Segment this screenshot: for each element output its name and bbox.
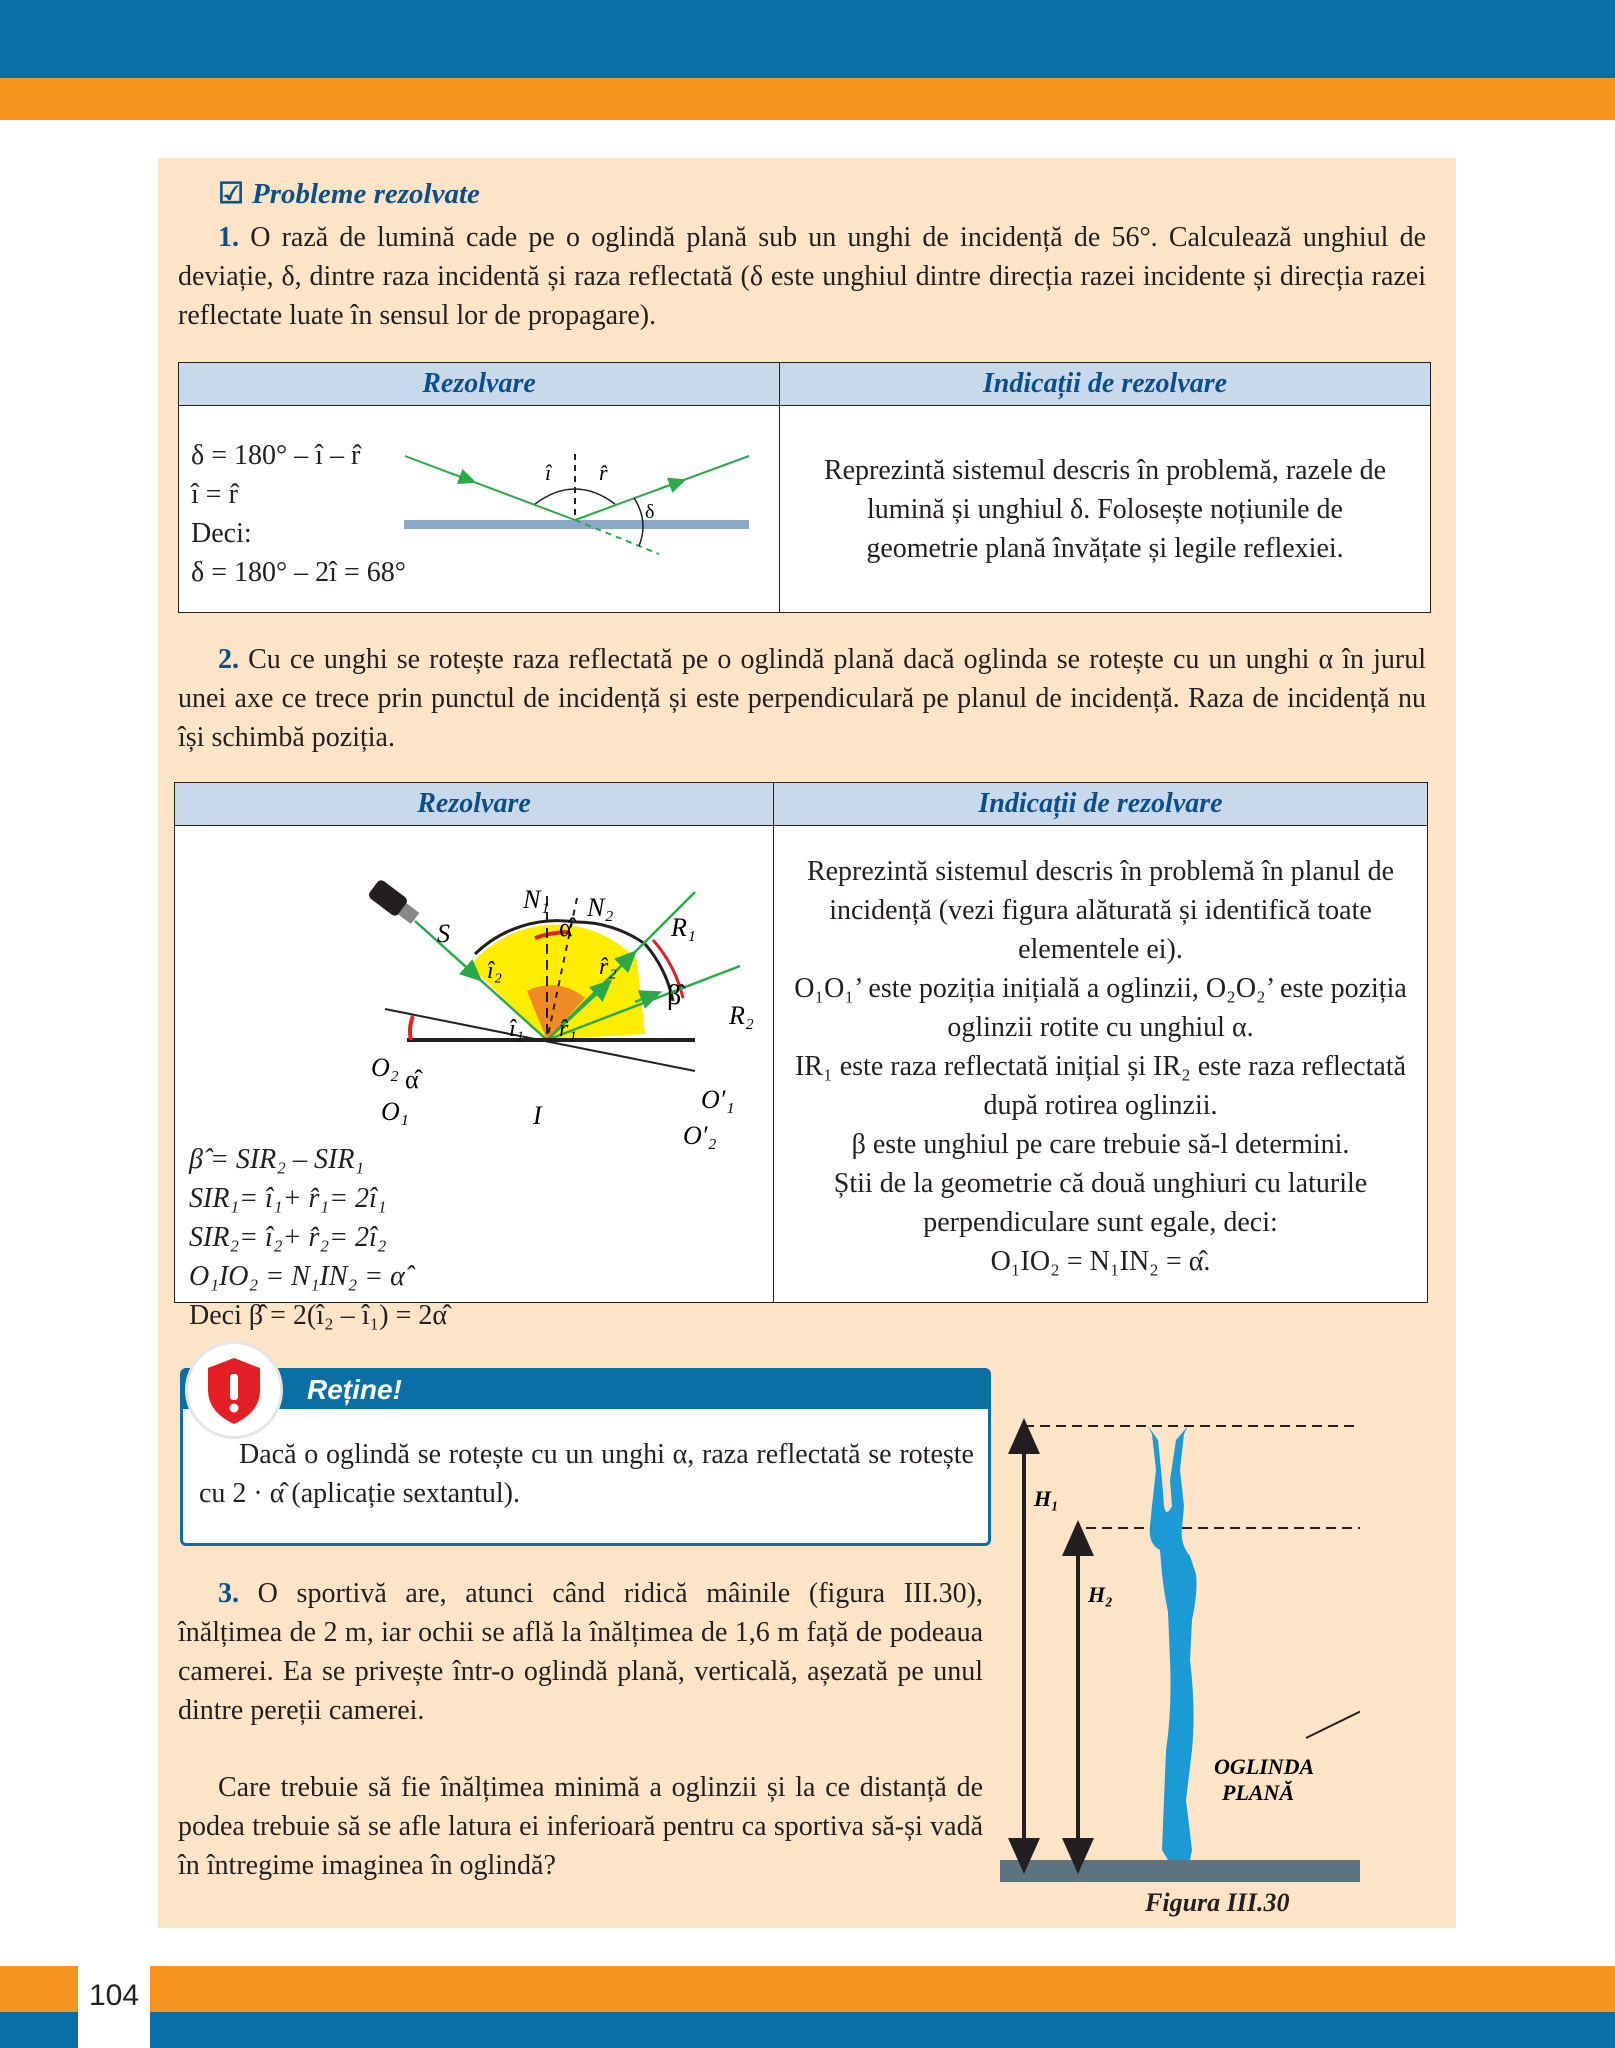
- arc-alpha-bottom: [410, 1016, 413, 1040]
- label-i: î: [545, 460, 552, 485]
- problem2-number: 2.: [218, 644, 239, 675]
- mirror-label-arrow: [1306, 1694, 1360, 1738]
- bottom-band-orange: [0, 1966, 1615, 2012]
- floor: [1000, 1860, 1360, 1882]
- retine-title: Reține!: [183, 1371, 988, 1409]
- label-r: r̂: [599, 460, 608, 485]
- label-h1: H₁: [1034, 1486, 1059, 1511]
- top-band-orange: [0, 78, 1615, 120]
- p1-eq2: î = r̂: [191, 479, 238, 510]
- label-N2: N₂: [587, 893, 614, 922]
- label-R1: R₁: [671, 913, 696, 942]
- mirror-label-line1: OGLINDA: [1214, 1754, 1315, 1779]
- p2-eq3: SIR₂= î₂+ r̂₂= 2î₂: [189, 1222, 387, 1253]
- label-O1prime: O′₁: [701, 1085, 735, 1114]
- problem1-header-right: Indicații de rezolvare: [780, 363, 1430, 405]
- problem2-header-right: Indicații de rezolvare: [774, 783, 1427, 825]
- label-beta: β̂: [667, 980, 682, 1011]
- problem1-number: 1.: [218, 222, 239, 253]
- problem3-text2: Care trebuie să fie înălțimea minimă a oglinzii și la ce distanță de podea trebuie să se afle latura ei inferioară pentru ca sportiva să-și vadă în întregime imaginea în oglindă?: [178, 1772, 983, 1881]
- retine-text: Dacă o oglindă se rotește cu un unghi α, raza reflectată se rotește cu 2 · α̂ (aplicație sextantul).: [199, 1439, 974, 1509]
- page-number: 104: [78, 1966, 150, 2048]
- problem3-number: 3.: [218, 1578, 239, 1609]
- section-title: Probleme rezolvate: [252, 178, 480, 210]
- label-S: S: [437, 919, 450, 948]
- label-i1: î₁: [509, 1016, 525, 1042]
- p2-eq1: β̂ = SIR₂ – SIR₁: [189, 1144, 365, 1175]
- problem2-table: [174, 782, 1428, 1331]
- top-band-blue: [0, 0, 1615, 78]
- athlete-silhouette: [1148, 1426, 1197, 1860]
- hint-line-6: O₁IO₂ = N₁IN₂ = α̂.: [990, 1246, 1211, 1277]
- hint-line-5: Știi de la geometrie că două unghiuri cu laturile perpendiculare sunt egale, deci:: [833, 1168, 1368, 1238]
- problem1-table: [178, 362, 1431, 613]
- figure-iii30: [1000, 1330, 1360, 1890]
- label-R2: R₂: [729, 1001, 754, 1030]
- label-h2: H₂: [1088, 1582, 1113, 1607]
- problem3-text1: [178, 1574, 983, 1730]
- p2-eq5: Deci β̂ = 2(î₂ – î₁) = 2α̂: [189, 1300, 448, 1331]
- hint-line-3: IR₁ este raza reflectată inițial și IR₂ este raza reflectată după rotirea oglinzii.: [794, 1051, 1407, 1121]
- problem2-header-left: Rezolvare: [175, 783, 773, 825]
- label-delta: δ: [645, 501, 655, 523]
- problem1-hint: Reprezintă sistemul descris în problemă, razele de lumină și unghiul δ. Folosește noțiunile de geometrie plană învățate și legile reflexiei.: [823, 454, 1387, 564]
- problem1-text: [178, 218, 1426, 335]
- checkbox-icon: ☑: [218, 178, 244, 210]
- p2-eq2: SIR₁= î₁+ r̂₁= 2î₁: [189, 1183, 387, 1214]
- problem3-body1: O sportivă are, atunci când ridică mâinile (figura III.30), înălțimea de 2 m, iar ochii se află la înălțimea de 1,6 m față de podeaua camerei. Ea se privește într-o oglindă plană, verticală, așezată pe unul dintre pereții camerei.: [178, 1578, 984, 1726]
- retine-box: [180, 1368, 991, 1546]
- problem2-text: [178, 640, 1426, 757]
- label-alpha: α̂: [405, 1065, 419, 1094]
- warning-shield-icon: [188, 1344, 280, 1436]
- reflection-diagram-1: [179, 406, 779, 612]
- p1-eq3: Deci:: [191, 518, 252, 549]
- label-N1: N₁: [523, 885, 550, 914]
- label-O2: O₂: [371, 1053, 399, 1082]
- p2-eq4: O₁IO₂ = N₁IN₂ = α̂: [189, 1261, 405, 1292]
- p1-eq4: δ = 180° – 2î = 68°: [191, 557, 406, 588]
- label-alpha-top: α̂: [559, 913, 573, 942]
- problem2-body: Cu ce unghi se rotește raza reflectată pe o oglindă plană dacă oglinda se rotește cu un unghi α în jurul unei axe ce trece prin punctul de incidență și este perpendiculară pe planul de incidență. Raza de incidență nu își schimbă poziția.: [178, 644, 1426, 753]
- bottom-band-blue: [0, 2012, 1615, 2048]
- hint-line-1: Reprezintă sistemul descris în problemă în planul de incidență (vezi figura alăturată și identifică toate elementele ei).: [806, 856, 1395, 965]
- label-r1: r̂₁: [559, 1016, 577, 1042]
- problem2-hint: [774, 826, 1427, 1281]
- mirror-label-line2: PLANĂ: [1222, 1780, 1295, 1805]
- label-I: I: [533, 1101, 542, 1130]
- hint-line-4: β este unghiul pe care trebuie să-l determini.: [851, 1129, 1350, 1160]
- p1-eq1: δ = 180° – î – r̂: [191, 440, 361, 471]
- flashlight-icon: [367, 878, 422, 927]
- label-i2: î₂: [487, 958, 503, 984]
- problem1-header-left: Rezolvare: [179, 363, 779, 405]
- hint-line-2: O₁O₁’ este poziția inițială a oglinzii, O₂O₂’ este poziția oglinzii rotite cu unghiul α.: [794, 973, 1407, 1043]
- section-heading: [218, 176, 480, 211]
- figure-caption: Figura III.30: [1145, 1888, 1290, 1917]
- label-r2: r̂₂: [599, 954, 617, 980]
- problem1-body: O rază de lumină cade pe o oglindă plană sub un unghi de incidență de 56°. Calculează unghiul de deviație, δ, dintre raza incidentă și raza reflectată (δ este unghiul dintre direcția razei incidente și direcția razei reflectate luate în sensul lor de propagare).: [178, 222, 1426, 331]
- label-O2prime: O′₂: [683, 1121, 717, 1150]
- incident-arrow: [449, 473, 469, 481]
- reflected-arrow: [659, 482, 679, 489]
- label-O1: O₁: [381, 1097, 409, 1126]
